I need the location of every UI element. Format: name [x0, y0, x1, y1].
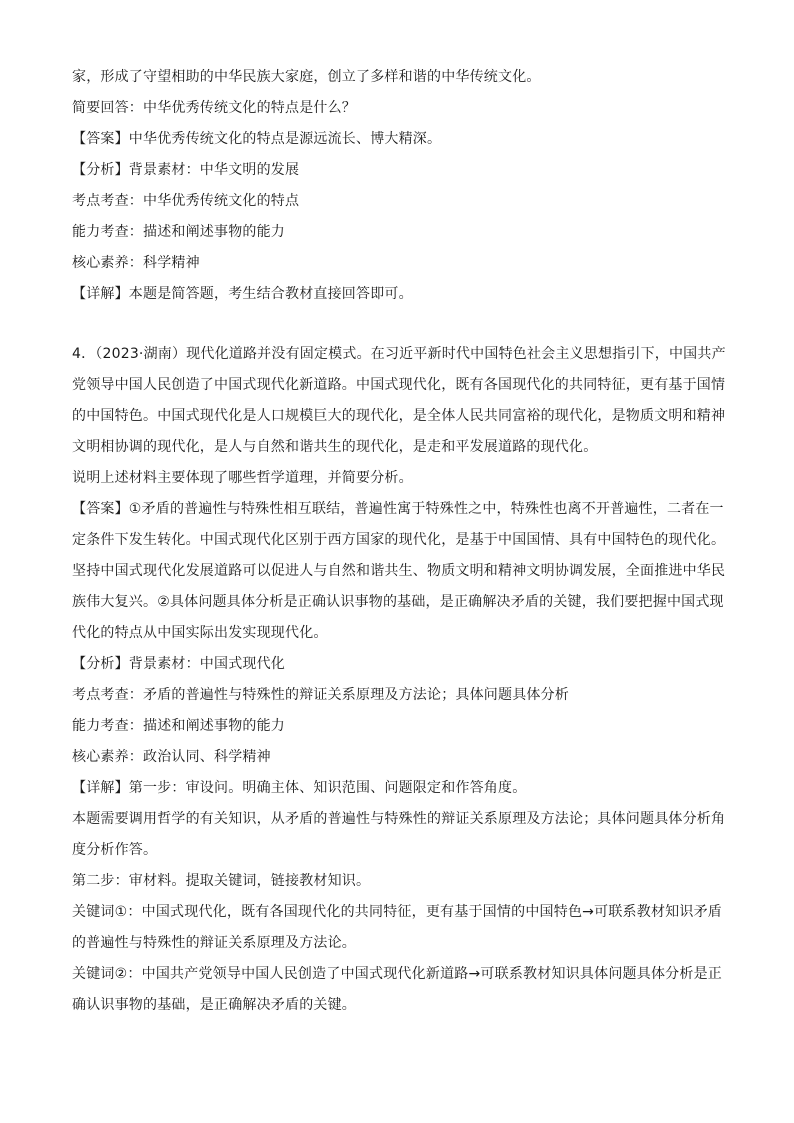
question-4-prompt: 说明上述材料主要体现了哪些哲学道理，并简要分析。 — [72, 470, 413, 486]
question-4-detail-line: 本题需要调用哲学的有关知识，从矛盾的普遍性与特殊性的辩证关系原理及方法论；具体问题具体分析角 — [72, 811, 726, 827]
detailed-explanation: 【详解】本题是简答题，考生结合教材直接回答即可。 — [72, 286, 413, 302]
question-4-answer-line: 坚持中国式现代化发展道路可以促进人与自然和谐共生、物质文明和精神文明协调发展，全面推进中华民 — [72, 563, 726, 579]
section-spacer — [72, 310, 722, 339]
question-4-detail-step-2: 第二步：审材料。提取关键词，链接教材知识。 — [72, 873, 371, 889]
question-4-answer-line: 代化的特点从中国实际出发实现现代化。 — [72, 625, 328, 641]
question-4-ability: 能力考查：描述和阐述事物的能力 — [72, 718, 285, 734]
analysis-core-literacy: 核心素养：科学精神 — [72, 255, 200, 271]
question-4-answer-line: 【答案】①矛盾的普遍性与特殊性相互联结，普遍性寓于特殊性之中，特殊性也离不开普遍性，二者在一 — [72, 501, 724, 517]
question-4-material-line: 文明相协调的现代化，是人与自然和谐共生的现代化，是走和平发展道路的现代化。 — [72, 439, 598, 455]
material-continuation-line: 家，形成了守望相助的中华民族大家庭，创立了多样和谐的中华传统文化。 — [72, 69, 541, 85]
question-4-material-line: 的中国特色。中国式现代化是人口规模巨大的现代化，是全体人民共同富裕的现代化，是物质文明和精神 — [72, 408, 726, 424]
question-4-detail-step-1: 【详解】第一步：审设问。明确主体、知识范围、问题限定和作答角度。 — [72, 780, 527, 796]
question-4-knowledge-point: 考点考查：矛盾的普遍性与特殊性的辩证关系原理及方法论；具体问题具体分析 — [72, 687, 569, 703]
analysis-ability: 能力考查：描述和阐述事物的能力 — [72, 224, 285, 240]
question-4-keyword-2-cont: 确认识事物的基础，是正确解决矛盾的关键。 — [72, 997, 356, 1013]
analysis-background: 【分析】背景素材：中华文明的发展 — [72, 162, 300, 178]
question-4-material-line: 党领导中国人民创造了中国式现代化新道路。中国式现代化，既有各国现代化的共同特征，更有基于国情 — [72, 377, 726, 393]
question-4-answer-line: 族伟大复兴。②具体问题具体分析是正确认识事物的基础，是正确解决矛盾的关键，我们要把握中国式现 — [72, 594, 724, 610]
document-page — [72, 62, 726, 1021]
analysis-knowledge-point: 考点考查：中华优秀传统文化的特点 — [72, 193, 300, 209]
question-4-answer-line: 定条件下发生转化。中国式现代化区别于西方国家的现代化，是基于中国国情、具有中国特色的现代化。 — [72, 532, 726, 548]
question-4-analysis-background: 【分析】背景素材：中国式现代化 — [72, 656, 285, 672]
question-4-keyword-2: 关键词②：中国共产党领导中国人民创造了中国式现代化新道路→可联系教材知识具体问题具体分析是正 — [72, 966, 722, 982]
question-prompt: 简要回答：中华优秀传统文化的特点是什么？ — [72, 100, 356, 116]
question-3-section — [72, 62, 722, 310]
question-4-core-literacy: 核心素养：政治认同、科学精神 — [72, 749, 271, 765]
question-4-material-line: 4．（2023·湖南）现代化道路并没有固定模式。在习近平新时代中国特色社会主义思想指引下，中国共产 — [72, 346, 726, 362]
question-4-detail-line: 度分析作答。 — [72, 842, 158, 858]
question-4-keyword-1: 关键词①：中国式现代化，既有各国现代化的共同特征，更有基于国情的中国特色→可联系教材知识矛盾 — [72, 904, 722, 920]
answer-text: 【答案】中华优秀传统文化的特点是源远流长、博大精深。 — [72, 131, 442, 147]
question-4-keyword-1-cont: 的普遍性与特殊性的辩证关系原理及方法论。 — [72, 935, 356, 951]
question-4-section — [72, 339, 726, 1021]
